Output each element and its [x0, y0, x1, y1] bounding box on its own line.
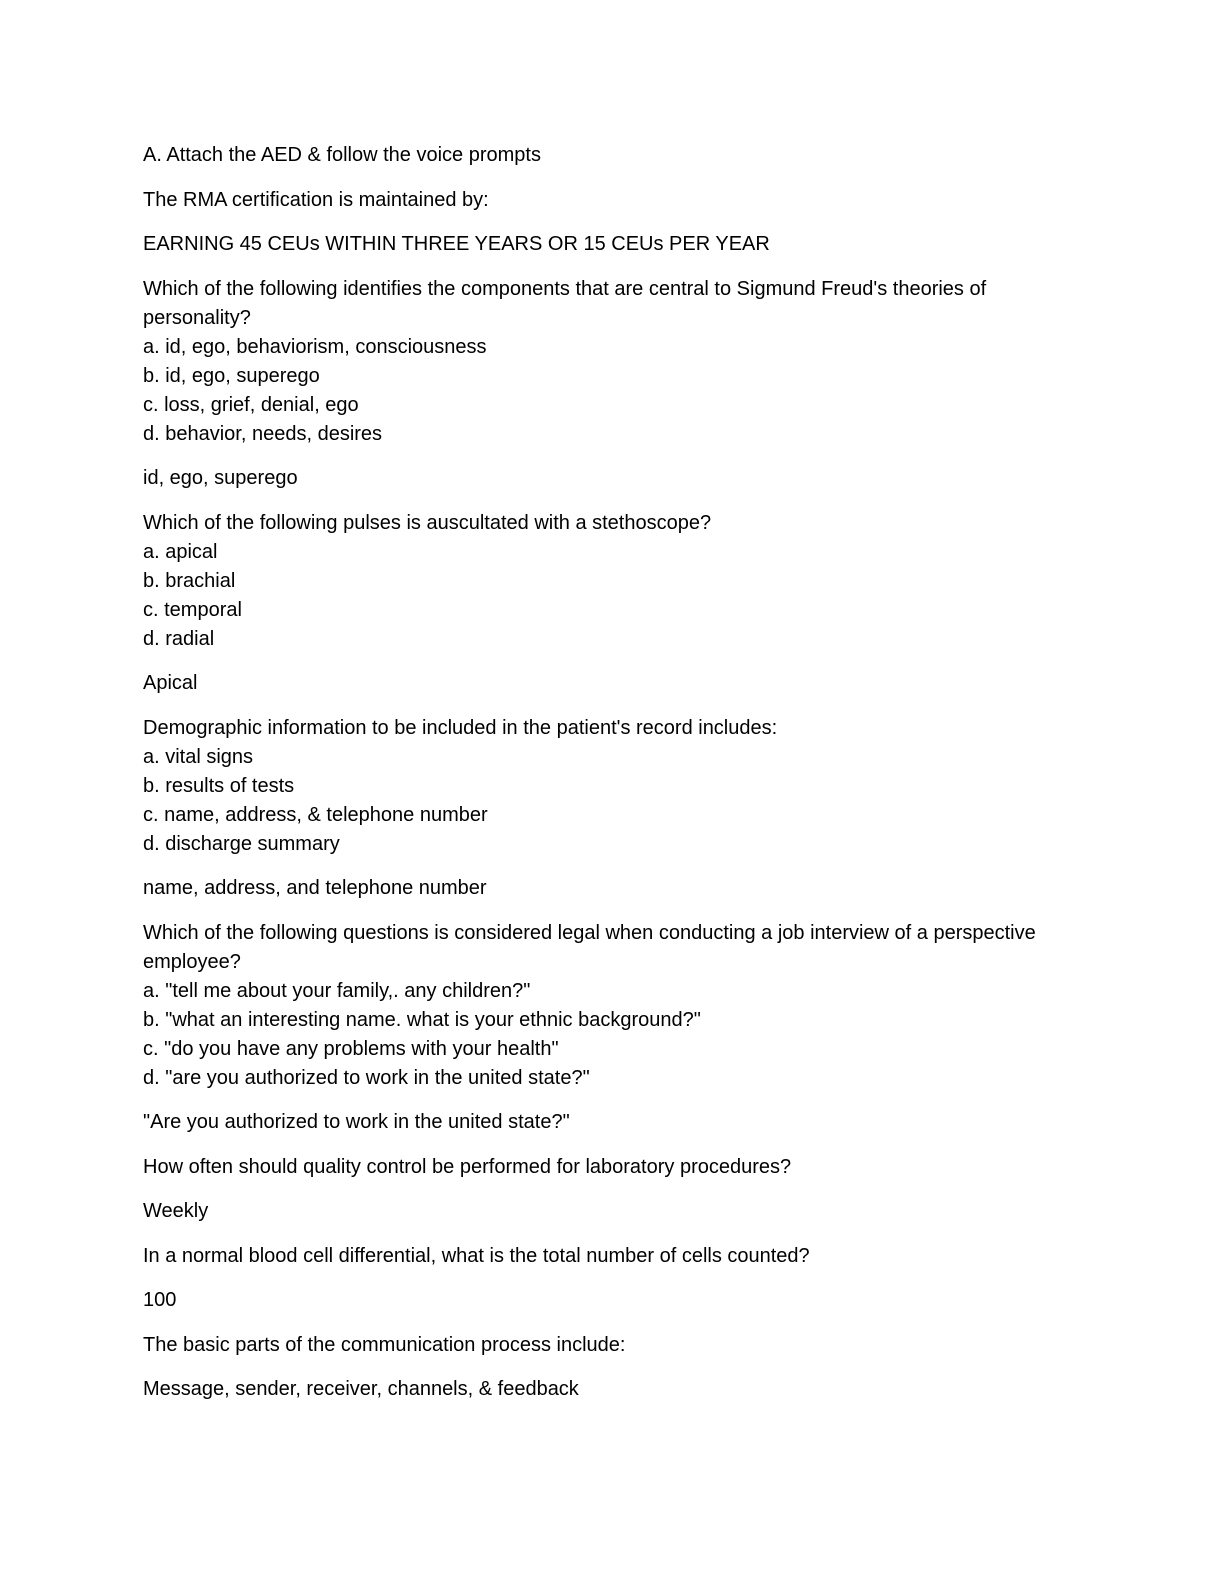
- answer-paragraph: [143, 874, 1083, 903]
- option-d: d. discharge summary: [143, 832, 340, 855]
- question-text: Which of the following pulses is auscultated with a stethoscope?: [143, 511, 712, 534]
- answer-text: 100: [143, 1289, 177, 1311]
- question-paragraph: [143, 919, 1083, 1093]
- option-a: a. "tell me about your family,. any children?": [143, 979, 531, 1002]
- question-text: How often should quality control be performed for laboratory procedures?: [143, 1155, 792, 1178]
- question-paragraph: [143, 1331, 1083, 1360]
- option-d: d. "are you authorized to work in the united state?": [143, 1066, 590, 1089]
- option-d: d. radial: [143, 627, 215, 650]
- answer-text: Message, sender, receiver, channels, & feedback: [143, 1378, 579, 1400]
- question-text: The basic parts of the communication process include:: [143, 1333, 626, 1356]
- option-b: b. id, ego, superego: [143, 364, 320, 387]
- option-a: a. apical: [143, 540, 218, 563]
- answer-paragraph: [143, 1375, 1083, 1404]
- answer-paragraph: [143, 1286, 1083, 1315]
- answer-text: "Are you authorized to work in the united state?": [143, 1111, 570, 1133]
- option-d: d. behavior, needs, desires: [143, 422, 383, 445]
- question-text: Which of the following questions is considered legal when conducting a job interview of a perspective employee?: [143, 921, 1036, 973]
- option-c: c. name, address, & telephone number: [143, 803, 488, 826]
- answer-paragraph: [143, 1108, 1083, 1137]
- question-paragraph: [143, 1242, 1083, 1271]
- option-c: c. loss, grief, denial, ego: [143, 393, 359, 416]
- option-b: b. brachial: [143, 569, 236, 592]
- answer-paragraph: [143, 464, 1083, 493]
- answer-paragraph: [143, 669, 1083, 698]
- option-b: b. results of tests: [143, 774, 295, 797]
- document-body: [143, 141, 1083, 1420]
- answer-text: id, ego, superego: [143, 467, 298, 489]
- question-text: The RMA certification is maintained by:: [143, 188, 489, 211]
- question-paragraph: [143, 509, 1083, 654]
- answer-text: Apical: [143, 672, 198, 694]
- question-text: Demographic information to be included in the patient's record includes:: [143, 716, 778, 739]
- option-a: a. vital signs: [143, 745, 254, 768]
- answer-text: name, address, and telephone number: [143, 877, 487, 899]
- option-c: c. temporal: [143, 598, 242, 621]
- question-text: Which of the following identifies the components that are central to Sigmund Freud's theories of personality?: [143, 277, 987, 329]
- question-paragraph: [143, 275, 1083, 449]
- option-c: c. "do you have any problems with your health": [143, 1037, 559, 1060]
- question-text: In a normal blood cell differential, what is the total number of cells counted?: [143, 1244, 810, 1267]
- question-paragraph: [143, 714, 1083, 859]
- question-paragraph: [143, 1153, 1083, 1182]
- answer-text: EARNING 45 CEUs WITHIN THREE YEARS OR 15 CEUs PER YEAR: [143, 233, 770, 255]
- answer-paragraph: [143, 141, 1083, 170]
- answer-paragraph: [143, 1197, 1083, 1226]
- answer-paragraph: [143, 230, 1083, 259]
- answer-text: Weekly: [143, 1200, 209, 1222]
- answer-text: A. Attach the AED & follow the voice prompts: [143, 144, 541, 166]
- option-a: a. id, ego, behaviorism, consciousness: [143, 335, 487, 358]
- question-paragraph: [143, 186, 1083, 215]
- option-b: b. "what an interesting name. what is your ethnic background?": [143, 1008, 701, 1031]
